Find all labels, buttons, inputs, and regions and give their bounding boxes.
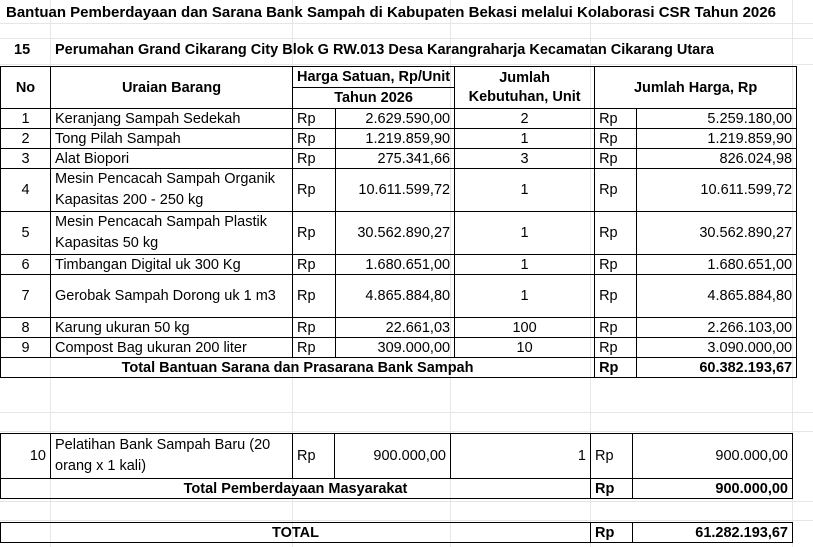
training-uraian: Pelatihan Bank Sampah Baru (20 orang x 1 kali) [51, 434, 293, 479]
section-location: Perumahan Grand Cikarang City Blok G RW.013 Desa Karangraharja Kecamatan Cikarang Utara [55, 42, 714, 58]
item-currency: Rp [293, 169, 336, 212]
item-currency: Rp [293, 338, 336, 358]
item-no: 2 [1, 129, 51, 149]
subtotal-sarana-value: 60.382.193,67 [637, 358, 797, 378]
subtotal-pemberdayaan-currency: Rp [591, 479, 633, 499]
table-row [1, 109, 797, 129]
item-qty: 2 [455, 109, 595, 129]
item-no: 9 [1, 338, 51, 358]
item-harga: 4.865.884,80 [336, 275, 455, 318]
item-no: 8 [1, 318, 51, 338]
table-row [1, 212, 797, 255]
training-currency: Rp [293, 434, 335, 479]
item-no: 7 [1, 275, 51, 318]
item-uraian: Alat Biopori [51, 149, 293, 169]
grand-total-value: 61.282.193,67 [633, 523, 793, 543]
item-uraian: Tong Pilah Sampah [51, 129, 293, 149]
item-total-currency: Rp [595, 255, 637, 275]
item-harga: 1.219.859,90 [336, 129, 455, 149]
item-harga: 10.611.599,72 [336, 169, 455, 212]
item-total-currency: Rp [595, 212, 637, 255]
item-total-currency: Rp [595, 169, 637, 212]
item-no: 4 [1, 169, 51, 212]
item-total: 3.090.000,00 [637, 338, 797, 358]
header-row-1 [1, 67, 797, 88]
item-total: 826.024,98 [637, 149, 797, 169]
subtotal-sarana-label: Total Bantuan Sarana dan Prasarana Bank Sampah [1, 358, 595, 378]
item-harga: 309.000,00 [336, 338, 455, 358]
item-total-currency: Rp [595, 338, 637, 358]
item-harga: 1.680.651,00 [336, 255, 455, 275]
item-total: 5.259.180,00 [637, 109, 797, 129]
item-no: 3 [1, 149, 51, 169]
section-number: 15 [14, 42, 31, 58]
table-row [1, 169, 797, 212]
item-uraian: Gerobak Sampah Dorong uk 1 m3 [51, 275, 293, 318]
item-no: 1 [1, 109, 51, 129]
grand-total-label: TOTAL [1, 523, 591, 543]
subtotal-pemberdayaan-row [1, 479, 793, 499]
item-total: 30.562.890,27 [637, 212, 797, 255]
item-uraian: Mesin Pencacah Sampah Plastik Kapasitas 50 kg [51, 212, 293, 255]
grand-total-row [1, 523, 793, 543]
table-row [1, 129, 797, 149]
header-tahun: Tahun 2026 [293, 88, 455, 109]
item-total: 2.266.103,00 [637, 318, 797, 338]
table-row [1, 318, 797, 338]
header-no: No [1, 67, 51, 109]
training-harga: 900.000,00 [335, 434, 451, 479]
item-qty: 1 [455, 129, 595, 149]
grand-total-table [0, 522, 793, 543]
item-uraian: Mesin Pencacah Sampah Organik Kapasitas 200 - 250 kg [51, 169, 293, 212]
table-row [1, 255, 797, 275]
training-row [1, 434, 793, 479]
training-total: 900.000,00 [633, 434, 793, 479]
training-qty: 1 [451, 434, 591, 479]
item-harga: 22.661,03 [336, 318, 455, 338]
item-qty: 3 [455, 149, 595, 169]
item-no: 5 [1, 212, 51, 255]
header-jumlah-line2: Kebutuhan, Unit [468, 88, 581, 105]
item-total: 1.219.859,90 [637, 129, 797, 149]
item-uraian: Karung ukuran 50 kg [51, 318, 293, 338]
item-total-currency: Rp [595, 275, 637, 318]
item-total-currency: Rp [595, 318, 637, 338]
item-total-currency: Rp [595, 129, 637, 149]
item-total: 1.680.651,00 [637, 255, 797, 275]
subtotal-sarana-currency: Rp [595, 358, 637, 378]
item-uraian: Timbangan Digital uk 300 Kg [51, 255, 293, 275]
subtotal-pemberdayaan-label: Total Pemberdayaan Masyarakat [1, 479, 591, 499]
header-jumlah-harga: Jumlah Harga, Rp [595, 67, 797, 109]
header-jumlah-kebutuhan [455, 67, 595, 109]
item-total: 4.865.884,80 [637, 275, 797, 318]
item-harga: 275.341,66 [336, 149, 455, 169]
training-no: 10 [1, 434, 51, 479]
item-total: 10.611.599,72 [637, 169, 797, 212]
item-qty: 1 [455, 169, 595, 212]
item-qty: 100 [455, 318, 595, 338]
item-total-currency: Rp [595, 149, 637, 169]
header-uraian: Uraian Barang [51, 67, 293, 109]
table-row [1, 275, 797, 318]
item-no: 6 [1, 255, 51, 275]
item-harga: 30.562.890,27 [336, 212, 455, 255]
grand-total-currency: Rp [591, 523, 633, 543]
table-row [1, 338, 797, 358]
item-currency: Rp [293, 275, 336, 318]
item-currency: Rp [293, 255, 336, 275]
subtotal-pemberdayaan-value: 900.000,00 [633, 479, 793, 499]
item-uraian: Compost Bag ukuran 200 liter [51, 338, 293, 358]
training-total-currency: Rp [591, 434, 633, 479]
item-currency: Rp [293, 129, 336, 149]
header-harga: Harga Satuan, Rp/Unit [293, 67, 455, 88]
table-row [1, 149, 797, 169]
document-title: Bantuan Pemberdayaan dan Sarana Bank Sampah di Kabupaten Bekasi melalui Kolaborasi CSR Tahun 2026 [6, 4, 776, 21]
item-qty: 10 [455, 338, 595, 358]
subtotal-sarana-row [1, 358, 797, 378]
item-qty: 1 [455, 255, 595, 275]
header-jumlah-line1: Jumlah [499, 69, 550, 86]
item-currency: Rp [293, 109, 336, 129]
item-qty: 1 [455, 275, 595, 318]
item-uraian: Keranjang Sampah Sedekah [51, 109, 293, 129]
item-total-currency: Rp [595, 109, 637, 129]
item-qty: 1 [455, 212, 595, 255]
item-currency: Rp [293, 212, 336, 255]
training-table [0, 433, 793, 499]
items-table [0, 66, 797, 378]
item-currency: Rp [293, 318, 336, 338]
item-harga: 2.629.590,00 [336, 109, 455, 129]
item-currency: Rp [293, 149, 336, 169]
